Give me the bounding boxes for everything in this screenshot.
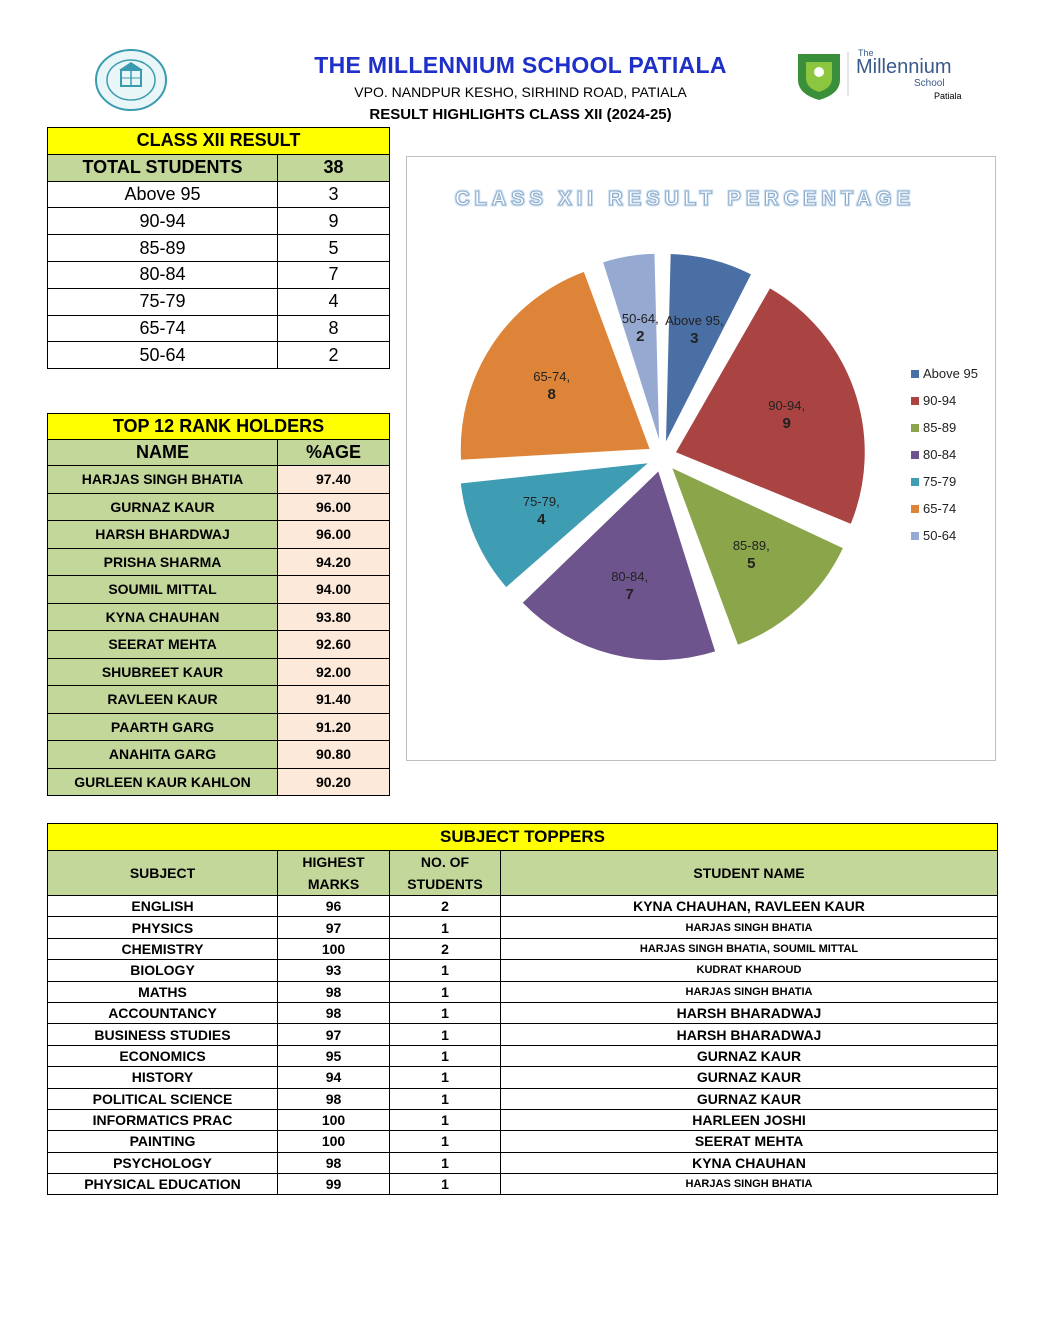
logo-text-millennium: Millennium — [856, 56, 952, 78]
no-of-students-column-header — [390, 851, 501, 896]
no-of-students-cell: 1 — [390, 1024, 501, 1045]
count-cell: 8 — [278, 315, 390, 342]
highest-marks-cell: 98 — [278, 1152, 390, 1173]
table-row — [48, 261, 390, 288]
result-highlights-heading: RESULT HIGHLIGHTS CLASS XII (2024-25) — [369, 106, 672, 123]
highest-marks-cell: 98 — [278, 981, 390, 1002]
rank-row — [48, 741, 390, 769]
rank-name-cell: PAARTH GARG — [48, 713, 278, 741]
student-name-cell: HARJAS SINGH BHATIA — [501, 1174, 998, 1195]
rank-percentage-cell: 92.60 — [278, 631, 390, 659]
highest-marks-cell: 98 — [278, 1002, 390, 1023]
pie-label-category: 75-79, — [522, 493, 560, 509]
rank-name-cell: ANAHITA GARG — [48, 741, 278, 769]
rank-row — [48, 603, 390, 631]
highest-marks-cell: 95 — [278, 1045, 390, 1066]
rank-row — [48, 713, 390, 741]
range-cell: 85-89 — [48, 235, 278, 262]
pie-label-value: 5 — [747, 554, 756, 572]
pie-label-value: 2 — [636, 327, 645, 345]
rank-name-cell: GURNAZ KAUR — [48, 493, 278, 521]
rank-name-cell: GURLEEN KAUR KAHLON — [48, 768, 278, 796]
subject-row — [48, 960, 998, 981]
table-row — [48, 288, 390, 315]
rank-percentage-cell: 94.20 — [278, 548, 390, 576]
chart-title: CLASS XII RESULT PERCENTAGE — [455, 188, 915, 210]
rank-row — [48, 631, 390, 659]
rank-name-cell: PRISHA SHARMA — [48, 548, 278, 576]
rank-percentage-cell: 90.20 — [278, 768, 390, 796]
pie-label-category: 65-74, — [533, 368, 571, 384]
rank-name-cell: HARSH BHARDWAJ — [48, 521, 278, 549]
total-students-label: TOTAL STUDENTS — [48, 154, 278, 181]
range-cell: 65-74 — [48, 315, 278, 342]
class-result-table — [47, 127, 390, 369]
student-name-column-header: STUDENT NAME — [501, 851, 998, 896]
subject-cell: INFORMATICS PRAC — [48, 1109, 278, 1130]
legend-swatch — [911, 505, 919, 513]
table-row — [48, 208, 390, 235]
rank-percentage-cell: 90.80 — [278, 741, 390, 769]
no-of-students-header-line2: STUDENTS — [407, 876, 483, 892]
highest-marks-cell: 100 — [278, 1131, 390, 1152]
rank-row — [48, 521, 390, 549]
rank-row — [48, 548, 390, 576]
student-name-cell: KUDRAT KHAROUD — [501, 960, 998, 981]
rank-row — [48, 658, 390, 686]
legend-swatch — [911, 424, 919, 432]
class-result-title: CLASS XII RESULT — [48, 128, 390, 155]
legend-label: 50-64 — [923, 528, 957, 543]
subject-cell: PAINTING — [48, 1131, 278, 1152]
subject-cell: MATHS — [48, 981, 278, 1002]
range-cell: 75-79 — [48, 288, 278, 315]
subject-toppers-title: SUBJECT TOPPERS — [48, 824, 998, 851]
no-of-students-cell: 2 — [390, 938, 501, 959]
table-row — [48, 342, 390, 369]
subject-cell: BIOLOGY — [48, 960, 278, 981]
table-row — [48, 235, 390, 262]
student-name-cell: HARSH BHARADWAJ — [501, 1024, 998, 1045]
no-of-students-cell: 1 — [390, 917, 501, 938]
pie-chart-svg — [407, 157, 995, 760]
range-cell: 80-84 — [48, 261, 278, 288]
student-name-cell: GURNAZ KAUR — [501, 1088, 998, 1109]
range-cell: 50-64 — [48, 342, 278, 369]
subject-row — [48, 1024, 998, 1045]
student-name-cell: HARJAS SINGH BHATIA, SOUMIL MITTAL — [501, 938, 998, 959]
pie-label-category: 80-84, — [611, 568, 649, 584]
pie-label-value: 3 — [690, 330, 699, 348]
rank-name-cell: SOUMIL MITTAL — [48, 576, 278, 604]
subject-cell: PHYSICS — [48, 917, 278, 938]
result-pie-chart — [406, 156, 996, 761]
highest-marks-cell: 99 — [278, 1174, 390, 1195]
subject-cell: ENGLISH — [48, 896, 278, 917]
pie-label-value: 9 — [782, 415, 791, 433]
no-of-students-header-line1: NO. OF — [420, 854, 470, 870]
rank-name-cell: HARJAS SINGH BHATIA — [48, 466, 278, 494]
subject-row — [48, 1045, 998, 1066]
no-of-students-cell: 1 — [390, 1067, 501, 1088]
no-of-students-cell: 1 — [390, 1152, 501, 1173]
rank-name-cell: SHUBREET KAUR — [48, 658, 278, 686]
student-name-cell: HARJAS SINGH BHATIA — [501, 917, 998, 938]
highest-marks-cell: 100 — [278, 938, 390, 959]
school-name: THE MILLENNIUM SCHOOL PATIALA — [314, 52, 727, 78]
no-of-students-cell: 2 — [390, 896, 501, 917]
pie-label-category: Above 95, — [665, 313, 724, 329]
highest-marks-header-line1: HIGHEST — [302, 854, 365, 870]
highest-marks-cell: 94 — [278, 1067, 390, 1088]
legend-label: 65-74 — [923, 501, 957, 516]
rank-percentage-cell: 93.80 — [278, 603, 390, 631]
student-name-cell: GURNAZ KAUR — [501, 1045, 998, 1066]
count-cell: 7 — [278, 261, 390, 288]
student-name-cell: GURNAZ KAUR — [501, 1067, 998, 1088]
rank-name-cell: SEERAT MEHTA — [48, 631, 278, 659]
subject-cell: POLITICAL SCIENCE — [48, 1088, 278, 1109]
legend-swatch — [911, 532, 919, 540]
pie-label-category: 85-89, — [732, 537, 770, 553]
student-name-cell: HARLEEN JOSHI — [501, 1109, 998, 1130]
range-cell: 90-94 — [48, 208, 278, 235]
subject-row — [48, 917, 998, 938]
legend-label: 85-89 — [923, 420, 957, 435]
rank-row — [48, 768, 390, 796]
student-name-cell: HARSH BHARADWAJ — [501, 1002, 998, 1023]
rank-row — [48, 493, 390, 521]
no-of-students-cell: 1 — [390, 960, 501, 981]
subject-cell: CHEMISTRY — [48, 938, 278, 959]
subject-row — [48, 1002, 998, 1023]
no-of-students-cell: 1 — [390, 1002, 501, 1023]
legend-label: 75-79 — [923, 474, 957, 489]
no-of-students-cell: 1 — [390, 1131, 501, 1152]
count-cell: 3 — [278, 181, 390, 208]
highest-marks-cell: 97 — [278, 1024, 390, 1045]
highest-marks-header-line2: MARKS — [307, 876, 360, 892]
range-cell: Above 95 — [48, 181, 278, 208]
table-row — [48, 181, 390, 208]
student-name-cell: HARJAS SINGH BHATIA — [501, 981, 998, 1002]
highest-marks-cell: 100 — [278, 1109, 390, 1130]
legend-swatch — [911, 451, 919, 459]
highest-marks-cell: 93 — [278, 960, 390, 981]
name-column-header: NAME — [48, 440, 278, 466]
subject-row — [48, 981, 998, 1002]
rank-holders-title: TOP 12 RANK HOLDERS — [48, 414, 390, 440]
legend-swatch — [911, 370, 919, 378]
subject-row — [48, 1152, 998, 1173]
pie-label-value: 4 — [537, 510, 546, 528]
school-address: VPO. NANDPUR KESHO, SIRHIND ROAD, PATIALA — [354, 84, 687, 100]
logo-text-city: Patiala — [934, 91, 962, 101]
subject-row — [48, 1067, 998, 1088]
no-of-students-cell: 1 — [390, 1088, 501, 1109]
no-of-students-cell: 1 — [390, 1174, 501, 1195]
highest-marks-column-header — [278, 851, 390, 896]
subject-cell: ECONOMICS — [48, 1045, 278, 1066]
subject-row — [48, 1131, 998, 1152]
total-students-value: 38 — [278, 154, 390, 181]
no-of-students-cell: 1 — [390, 1109, 501, 1130]
subject-cell: HISTORY — [48, 1067, 278, 1088]
subject-cell: BUSINESS STUDIES — [48, 1024, 278, 1045]
subject-cell: PHYSICAL EDUCATION — [48, 1174, 278, 1195]
pie-label-value: 7 — [625, 585, 634, 603]
rank-name-cell: RAVLEEN KAUR — [48, 686, 278, 714]
rank-row — [48, 466, 390, 494]
highest-marks-cell: 98 — [278, 1088, 390, 1109]
highest-marks-cell: 97 — [278, 917, 390, 938]
legend-label: 80-84 — [923, 447, 957, 462]
rank-row — [48, 576, 390, 604]
count-cell: 5 — [278, 235, 390, 262]
rank-row — [48, 686, 390, 714]
subject-row — [48, 1109, 998, 1130]
highest-marks-cell: 96 — [278, 896, 390, 917]
pie-label-value: 8 — [547, 385, 556, 403]
legend-label: 90-94 — [923, 393, 957, 408]
rank-percentage-cell: 94.00 — [278, 576, 390, 604]
table-row — [48, 315, 390, 342]
subject-cell: ACCOUNTANCY — [48, 1002, 278, 1023]
student-name-cell: KYNA CHAUHAN — [501, 1152, 998, 1173]
pie-label-category: 90-94, — [768, 398, 806, 414]
rank-percentage-cell: 96.00 — [278, 493, 390, 521]
student-name-cell: SEERAT MEHTA — [501, 1131, 998, 1152]
count-cell: 2 — [278, 342, 390, 369]
count-cell: 4 — [278, 288, 390, 315]
legend-swatch — [911, 397, 919, 405]
subject-column-header: SUBJECT — [48, 851, 278, 896]
subject-toppers-table — [47, 823, 998, 1195]
rank-percentage-cell: 92.00 — [278, 658, 390, 686]
legend-swatch — [911, 478, 919, 486]
legend-label: Above 95 — [923, 366, 978, 381]
logo-text-the: The — [858, 48, 874, 58]
subject-row — [48, 938, 998, 959]
rank-percentage-cell: 91.40 — [278, 686, 390, 714]
subject-row — [48, 1174, 998, 1195]
rank-name-cell: KYNA CHAUHAN — [48, 603, 278, 631]
rank-percentage-cell: 96.00 — [278, 521, 390, 549]
subject-row — [48, 896, 998, 917]
count-cell: 9 — [278, 208, 390, 235]
percentage-column-header: %AGE — [278, 440, 390, 466]
subject-cell: PSYCHOLOGY — [48, 1152, 278, 1173]
rank-percentage-cell: 97.40 — [278, 466, 390, 494]
no-of-students-cell: 1 — [390, 981, 501, 1002]
student-name-cell: KYNA CHAUHAN, RAVLEEN KAUR — [501, 896, 998, 917]
millennium-logo — [796, 48, 976, 108]
no-of-students-cell: 1 — [390, 1045, 501, 1066]
subject-row — [48, 1088, 998, 1109]
rank-percentage-cell: 91.20 — [278, 713, 390, 741]
rank-holders-table — [47, 413, 390, 796]
pie-label-category: 50-64, — [621, 310, 659, 326]
logo-text-school: School — [914, 78, 945, 89]
